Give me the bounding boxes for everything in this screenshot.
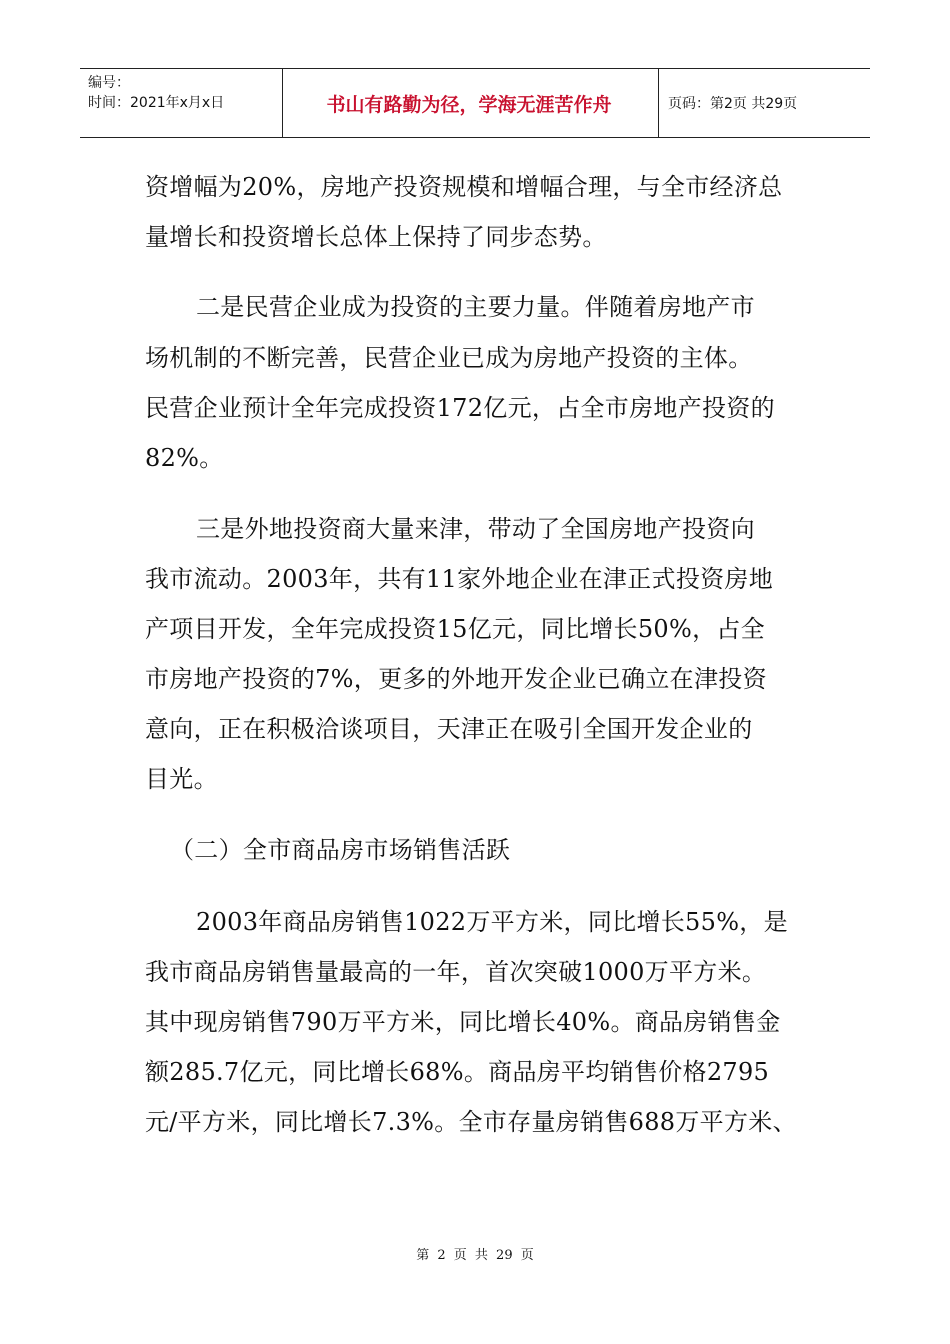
body-line: 市房地产投资的7%，更多的外地开发企业已确立在津投资 [145, 665, 767, 693]
header-page-info: 页码：第2页 共29页 [668, 96, 798, 112]
page-footer: 第 2 页 共 29 页 [416, 1248, 534, 1263]
body-line: 产项目开发，全年完成投资15亿元，同比增长50%，占全 [145, 615, 765, 643]
body-line: 资增幅为20%，房地产投资规模和增幅合理，与全市经济总 [145, 173, 783, 201]
header-motto: 书山有路勤为径，学海无涯苦作舟 [326, 93, 612, 116]
page-header [80, 68, 870, 138]
body-line: 82%。 [145, 444, 224, 472]
header-divider-left [282, 69, 283, 137]
body-line: 我市流动。2003年，共有11家外地企业在津正式投资房地 [145, 565, 774, 593]
document-number: 编号： [88, 75, 130, 91]
body-line: 额285.7亿元，同比增长68%。商品房平均销售价格2795 [145, 1058, 770, 1086]
body-line: 目光。 [145, 765, 218, 793]
paragraph-start-line: 三是外地投资商大量来津，带动了全国房地产投资向 [196, 515, 755, 543]
document-date: 时间：2021年x月x日 [88, 95, 225, 111]
body-line: 民营企业预计全年完成投资172亿元，占全市房地产投资的 [145, 394, 775, 422]
body-line: 场机制的不断完善，民营企业已成为房地产投资的主体。 [145, 344, 753, 372]
body-line: 量增长和投资增长总体上保持了同步态势。 [145, 223, 607, 251]
body-line: 其中现房销售790万平方米，同比增长40%。商品房销售金 [145, 1008, 781, 1036]
paragraph-start-line: 2003年商品房销售1022万平方米，同比增长55%，是 [196, 908, 788, 936]
section-heading: （二）全市商品房市场销售活跃 [170, 836, 511, 864]
body-line: 我市商品房销售量最高的一年，首次突破1000万平方米。 [145, 958, 767, 986]
header-meta [80, 69, 280, 137]
body-line: 意向，正在积极洽谈项目，天津正在吸引全国开发企业的 [145, 715, 753, 743]
body-line: 元/平方米，同比增长7.3%。全市存量房销售688万平方米、 [145, 1108, 797, 1136]
header-divider-right [658, 69, 659, 137]
paragraph-start-line: 二是民营企业成为投资的主要力量。伴随着房地产市 [196, 293, 755, 321]
